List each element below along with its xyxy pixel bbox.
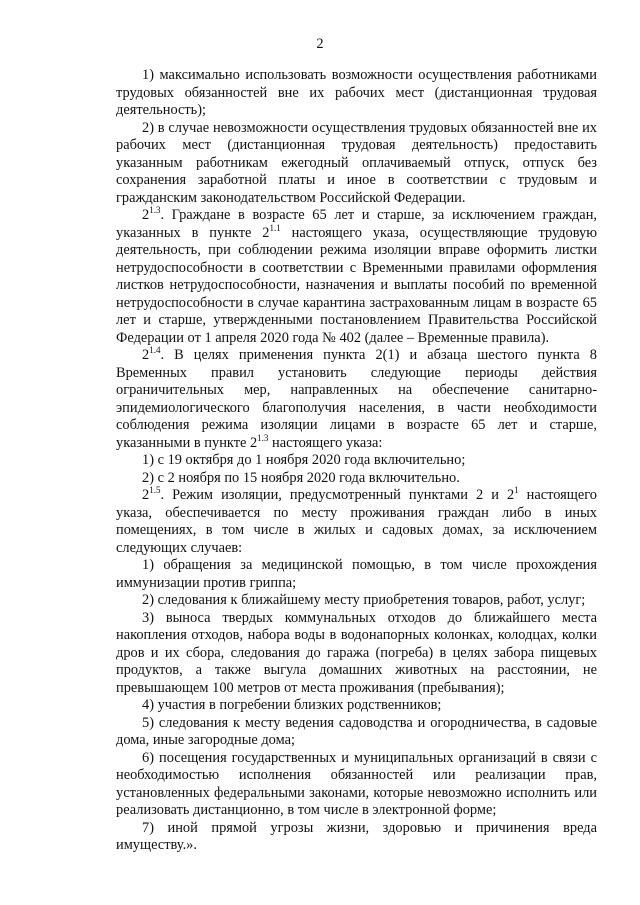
paragraph: 6) посещения государственных и муниципальных организаций в связи с необходимостью исполнения обязанностей или реализации прав, установленных федеральными законами, которые невозможно исполнить или реализовать дистанционно, в том числе в электронной форме; — [116, 749, 597, 818]
superscript: 1.5 — [149, 485, 161, 495]
page-number: 2 — [316, 36, 324, 52]
paragraph: 2) следования к ближайшему месту приобретения товаров, работ, услуг; — [142, 592, 586, 608]
superscript: 1 — [514, 485, 519, 495]
superscript: 1.4 — [149, 345, 161, 355]
paragraph: 7) иной прямой угрозы жизни, здоровью и причинения вреда имуществу.». — [116, 819, 597, 853]
paragraph: 4) участия в погребении близких родственников; — [142, 697, 442, 713]
paragraph: 2) в случае невозможности осуществления трудовых обязанностей вне их рабочих мест (дистанционная трудовая деятельность) предоставить указанным работникам ежегодный оплачиваемый отпуск, отпуск без сохранения заработной платы и иное в соответствии с трудовым и гражданским законодательством Российской Федерации. — [116, 119, 597, 206]
superscript: 1.3 — [257, 432, 269, 443]
paragraph: 1) максимально использовать возможности осуществления работниками трудовых обязанностей вне их рабочих мест (дистанционная трудовая деятельность); — [116, 67, 597, 118]
paragraph: 1) с 19 октября до 1 ноября 2020 года включительно; — [142, 452, 466, 468]
paragraph: 1) обращения за медицинской помощью, в том числе прохождения иммунизации против гриппа; — [116, 557, 597, 591]
paragraph: 2) с 2 ноября по 15 ноября 2020 года включительно. — [142, 469, 460, 486]
superscript: 1.1 — [269, 222, 281, 233]
paragraph: $2^{1.5}$. Режим изоляции, предусмотренный пунктами 2 и $2^1$ настоящего указа, обеспечивается по месту проживания граждан либо в иных помещениях, в том числе в жилых и садовых домах, за исключением следующих случаев: — [116, 485, 597, 556]
document-body — [116, 67, 597, 855]
paragraph: 3) выноса твердых коммунальных отходов до ближайшего места накопления отходов, набора воды в водонапорных колонках, колодцах, колки дров и их сбора, следования до гаража (погреба) в целях забора пищевых продуктов, а также выгула домашних животных на расстоянии, не превышающем 100 метров от места проживания (пребывания); — [116, 609, 597, 696]
paragraph: $2^{1.3}$. Граждане в возрасте 65 лет и старше, за исключением граждан, указанных в пункте $2^{1.1}$ настоящего указа, осуществляющие трудовую деятельность, при соблюдении режима изоляции вправе оформить листки нетрудоспособности в соответствии с Временными правилами оформления листков нетрудоспособности, назначения и выплаты пособий по временной нетрудоспособности в случае карантина застрахованным лицам в возрасте 65 лет и старше, утвержденными постановлением Правительства Российской Федерации от 1 апреля 2020 года № 402 (далее – Временные правила). — [116, 205, 597, 346]
paragraph: $2^{1.4}$. В целях применения пункта 2(1) и абзаца шестого пункта 8 Временных правил установить следующие периоды действия ограничительных мер, направленных на обеспечение санитарно-эпидемиологического благополучия населения, в части необходимости соблюдения режима изоляции лицами в возрасте 65 лет и старше, указанными в пункте $2^{1.3}$ настоящего указа: — [116, 345, 597, 451]
superscript: 1.3 — [149, 205, 161, 215]
paragraph: 5) следования к месту ведения садоводства и огородничества, в садовые дома, иные загородные дома; — [116, 714, 597, 748]
